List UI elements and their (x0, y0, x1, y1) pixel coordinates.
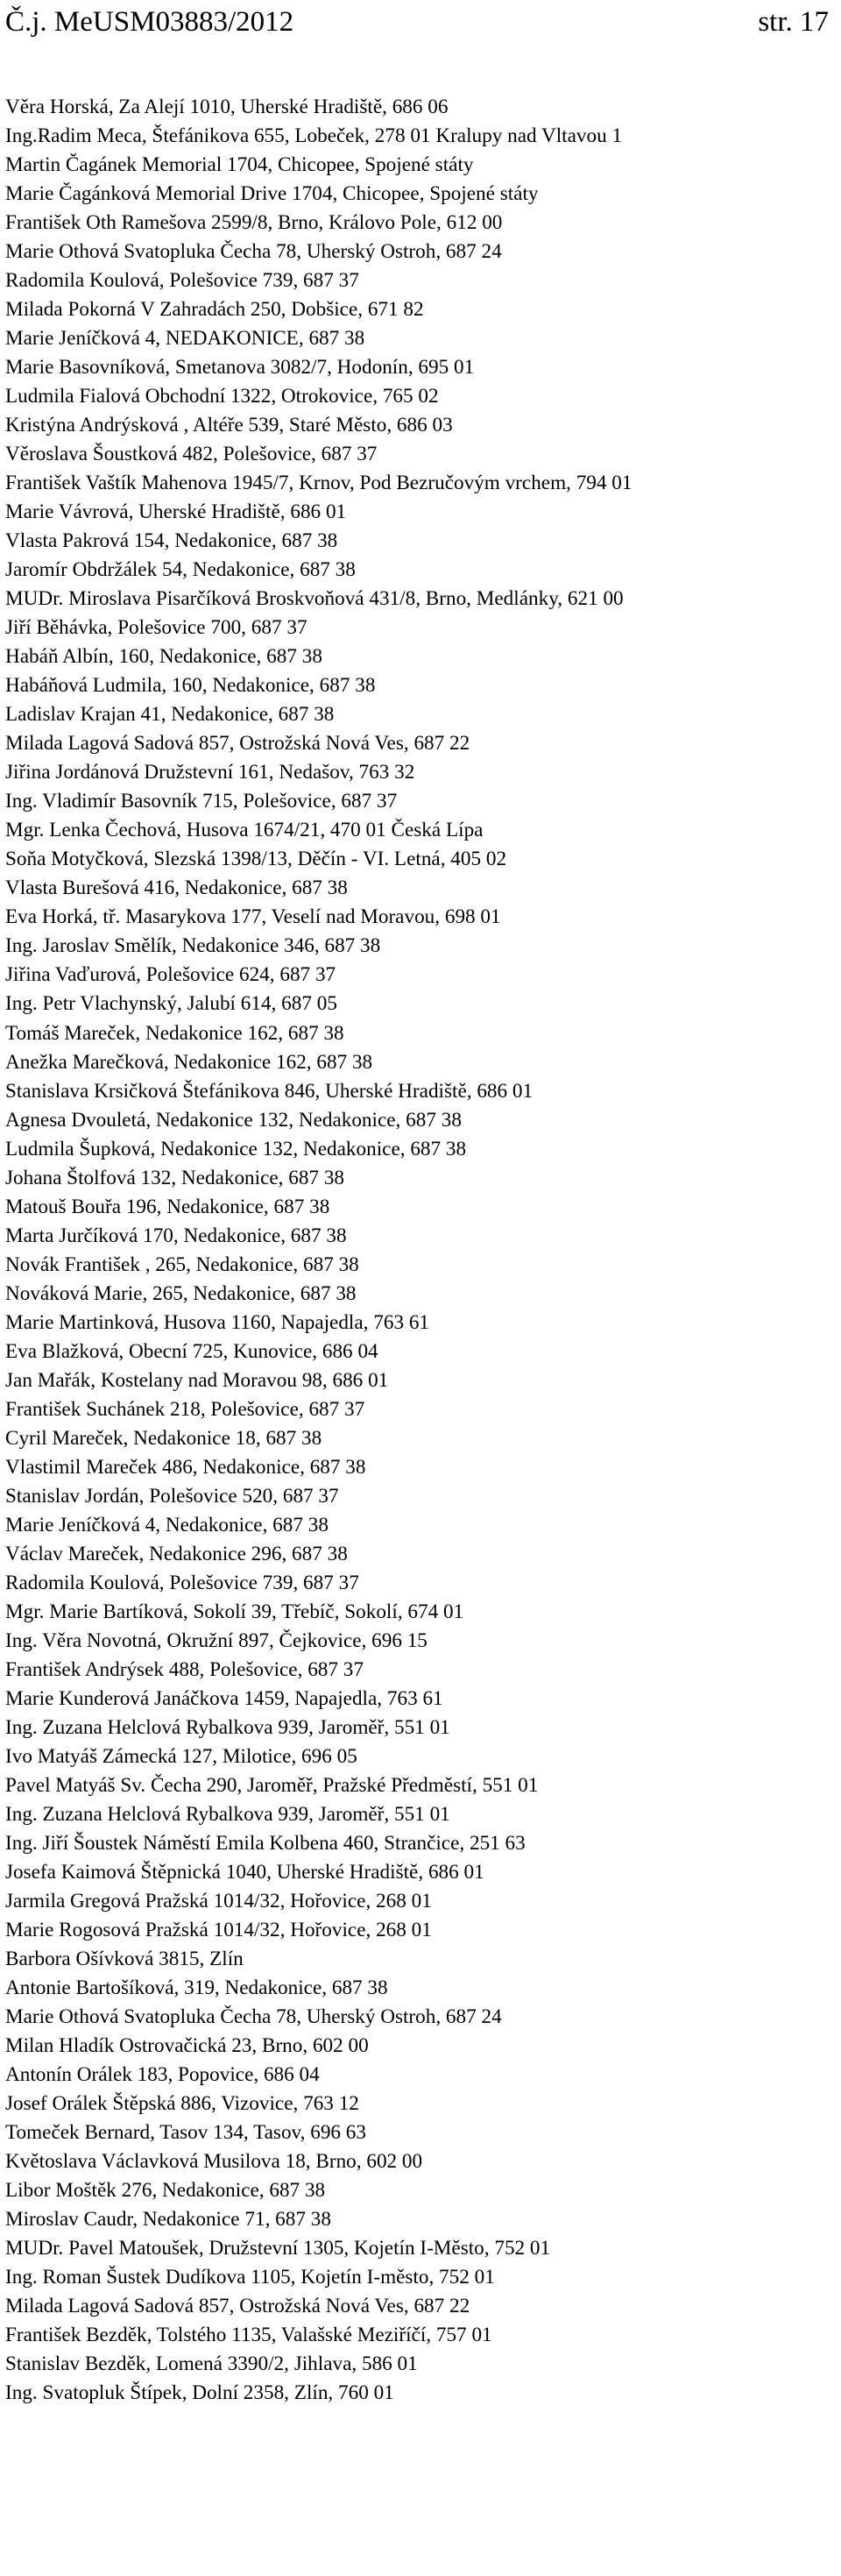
address-entry: Cyril Mareček, Nedakonice 18, 687 38 (5, 1426, 322, 1450)
address-entry: MUDr. Pavel Matoušek, Družstevní 1305, Kojetín I-Město, 752 01 (5, 2237, 551, 2260)
address-entry: Vlastimil Mareček 486, Nedakonice, 687 38 (5, 1455, 366, 1479)
address-entry: Mgr. Marie Bartíková, Sokolí 39, Třebíč, Sokolí, 674 01 (5, 1600, 464, 1623)
address-entry: Stanislava Krsičková Štefánikova 846, Uherské Hradiště, 686 01 (5, 1079, 534, 1103)
address-entry: Milada Lagová Sadová 857, Ostrožská Nová Ves, 687 22 (5, 732, 470, 756)
address-entry: František Suchánek 218, Polešovice, 687 37 (5, 1397, 365, 1421)
address-entry: Anežka Marečková, Nedakonice 162, 687 38 (5, 1050, 373, 1074)
address-entry: Stanislav Jordán, Polešovice 520, 687 37 (5, 1484, 339, 1508)
address-entry: Jaromír Obdržálek 54, Nedakonice, 687 38 (5, 558, 356, 582)
address-entry: Marie Othová Svatopluka Čecha 78, Uherský Ostroh, 687 24 (5, 240, 502, 264)
address-entry: Ing. Jiří Šoustek Náměstí Emila Kolbena 460, Strančice, 251 63 (5, 1831, 526, 1855)
address-entry: Radomila Koulová, Polešovice 739, 687 37 (5, 269, 359, 293)
address-entry: Nováková Marie, 265, Nedakonice, 687 38 (5, 1281, 357, 1305)
address-entry: Mgr. Lenka Čechová, Husova 1674/21, 470 01 Česká Lípa (5, 819, 484, 842)
address-entry: Ing. Roman Šustek Dudíkova 1105, Kojetín I-město, 752 01 (5, 2266, 495, 2289)
address-entry: Marie Jeníčková 4, Nedakonice, 687 38 (5, 1513, 329, 1536)
address-entry: Habáňová Ludmila, 160, Nedakonice, 687 38 (5, 674, 376, 698)
address-entry: František Oth Ramešova 2599/8, Brno, Královo Pole, 612 00 (5, 211, 503, 235)
address-entry: Milan Hladík Ostrovačická 23, Brno, 602 00 (5, 2034, 369, 2058)
address-entry: Ing. Petr Vlachynský, Jalubí 614, 687 05 (5, 992, 337, 1016)
reference-number: Č.j. MeUSM03883/2012 (5, 6, 294, 38)
address-entry: František Andrýsek 488, Polešovice, 687 37 (5, 1657, 364, 1681)
address-entry: Josefa Kaimová Štěpnická 1040, Uherské Hradiště, 686 01 (5, 1860, 484, 1884)
address-entry: Pavel Matyáš Sv. Čecha 290, Jaroměř, Pražské Předměstí, 551 01 (5, 1773, 539, 1797)
address-entry: Ing. Svatopluk Štípek, Dolní 2358, Zlín, 760 01 (5, 2381, 394, 2405)
page-number: str. 17 (758, 6, 829, 38)
address-entry: Milada Lagová Sadová 857, Ostrožská Nová Ves, 687 22 (5, 2295, 470, 2318)
address-entry: Matouš Bouřa 196, Nedakonice, 687 38 (5, 1195, 330, 1218)
address-entry: Věroslava Šoustková 482, Polešovice, 687 37 (5, 443, 378, 466)
address-entry: Jiřina Jordánová Družstevní 161, Nedašov, 763 32 (5, 761, 415, 784)
address-entry: Ivo Matyáš Zámecká 127, Milotice, 696 05 (5, 1744, 357, 1768)
address-entry: Jarmila Gregová Pražská 1014/32, Hořovice, 268 01 (5, 1889, 432, 1912)
address-entry: Ladislav Krajan 41, Nedakonice, 687 38 (5, 703, 335, 727)
address-entry: Marie Rogosová Pražská 1014/32, Hořovice, 268 01 (5, 1918, 432, 1941)
address-entry: František Bezděk, Tolstého 1135, Valašské Meziříčí, 757 01 (5, 2324, 492, 2347)
address-entry: Ing. Věra Novotná, Okružní 897, Čejkovice, 696 15 (5, 1629, 428, 1652)
address-entry: Marie Basovníková, Smetanova 3082/7, Hodonín, 695 01 (5, 356, 475, 380)
address-entry: Eva Blažková, Obecní 725, Kunovice, 686 04 (5, 1339, 378, 1363)
page-header (5, 2, 829, 42)
address-entry: Květoslava Václavková Musilova 18, Brno, 602 00 (5, 2150, 423, 2174)
address-entry: Antonín Orálek 183, Popovice, 686 04 (5, 2063, 320, 2087)
address-entry: Milada Pokorná V Zahradách 250, Dobšice, 671 82 (5, 298, 424, 322)
address-entry: MUDr. Miroslava Pisarčíková Broskvoňová 431/8, Brno, Medlánky, 621 00 (5, 587, 624, 611)
address-entry: Marie Martinková, Husova 1160, Napajedla, 763 61 (5, 1310, 430, 1334)
address-entry: Ludmila Šupková, Nedakonice 132, Nedakonice, 687 38 (5, 1137, 467, 1160)
address-list (0, 93, 841, 2408)
address-entry: Marta Jurčíková 170, Nedakonice, 687 38 (5, 1224, 347, 1247)
address-entry: Novák František , 265, Nedakonice, 687 38 (5, 1253, 359, 1276)
address-entry: Ing.Radim Meca, Štefánikova 655, Lobeček, 278 01 Kralupy nad Vltavou 1 (5, 124, 623, 148)
address-entry: Soňa Motyčková, Slezská 1398/13, Děčín - VI. Letná, 405 02 (5, 848, 507, 871)
address-entry: Antonie Bartošíková, 319, Nedakonice, 687 38 (5, 1976, 388, 2000)
address-entry: Tomáš Mareček, Nedakonice 162, 687 38 (5, 1021, 344, 1045)
address-entry: Jiřina Vaďurová, Polešovice 624, 687 37 (5, 963, 336, 987)
address-entry: Kristýna Andrýsková , Altéře 539, Staré Město, 686 03 (5, 414, 453, 437)
address-entry: Stanislav Bezděk, Lomená 3390/2, Jihlava, 586 01 (5, 2352, 418, 2376)
address-entry: Ludmila Fialová Obchodní 1322, Otrokovice, 765 02 (5, 385, 439, 408)
address-entry: Eva Horká, tř. Masarykova 177, Veselí nad Moravou, 698 01 (5, 905, 501, 929)
address-entry: Ing. Vladimír Basovník 715, Polešovice, 687 37 (5, 790, 398, 813)
address-entry: Marie Vávrová, Uherské Hradiště, 686 01 (5, 500, 347, 524)
address-entry: Tomeček Bernard, Tasov 134, Tasov, 696 63 (5, 2121, 366, 2145)
address-entry: František Vaštík Mahenova 1945/7, Krnov, Pod Bezručovým vrchem, 794 01 (5, 472, 633, 495)
address-entry: Věra Horská, Za Alejí 1010, Uherské Hradiště, 686 06 (5, 96, 449, 118)
address-entry: Marie Jeníčková 4, NEDAKONICE, 687 38 (5, 327, 365, 351)
address-entry: Václav Mareček, Nedakonice 296, 687 38 (5, 1542, 348, 1565)
address-entry: Vlasta Burešová 416, Nedakonice, 687 38 (5, 876, 348, 900)
address-entry: Martin Čagánek Memorial 1704, Chicopee, Spojené státy (5, 153, 474, 177)
address-entry: Agnesa Dvouletá, Nedakonice 132, Nedakonice, 687 38 (5, 1108, 462, 1132)
address-entry: Barbora Ošívková 3815, Zlín (5, 1948, 244, 1970)
address-entry: Josef Orálek Štěpská 886, Vizovice, 763 12 (5, 2092, 359, 2116)
address-entry: Libor Moštěk 276, Nedakonice, 687 38 (5, 2179, 326, 2203)
address-entry: Miroslav Caudr, Nedakonice 71, 687 38 (5, 2208, 331, 2232)
address-entry: Marie Othová Svatopluka Čecha 78, Uherský Ostroh, 687 24 (5, 2005, 502, 2029)
address-entry: Ing. Zuzana Helclová Rybalkova 939, Jaroměř, 551 01 (5, 1715, 450, 1739)
address-entry: Johana Štolfová 132, Nedakonice, 687 38 (5, 1166, 345, 1189)
address-entry: Marie Čagánková Memorial Drive 1704, Chicopee, Spojené státy (5, 182, 539, 206)
address-entry: Jan Mařák, Kostelany nad Moravou 98, 686 01 (5, 1368, 389, 1392)
address-entry: Habáň Albín, 160, Nedakonice, 687 38 (5, 645, 322, 669)
address-entry: Ing. Zuzana Helclová Rybalkova 939, Jaroměř, 551 01 (5, 1802, 450, 1826)
address-entry: Ing. Jaroslav Smělík, Nedakonice 346, 687 38 (5, 934, 381, 958)
address-entry: Jiří Běhávka, Polešovice 700, 687 37 (5, 616, 307, 640)
address-entry: Radomila Koulová, Polešovice 739, 687 37 (5, 1571, 359, 1594)
address-entry: Vlasta Pakrová 154, Nedakonice, 687 38 (5, 529, 338, 553)
address-entry: Marie Kunderová Janáčkova 1459, Napajedla, 763 61 (5, 1686, 443, 1710)
